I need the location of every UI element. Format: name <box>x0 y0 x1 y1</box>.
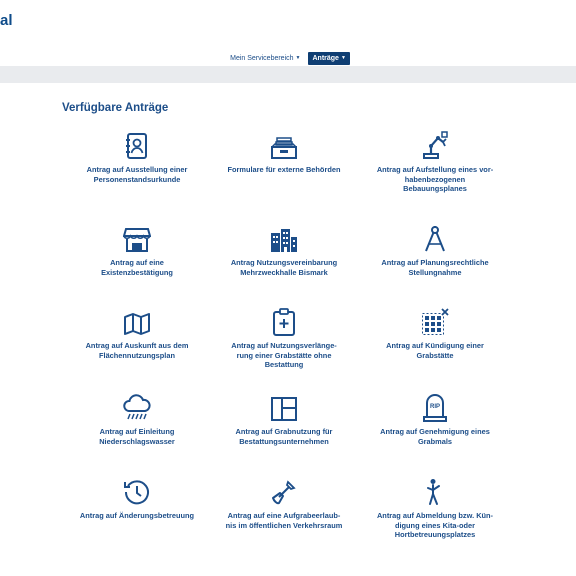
clock-rotate-icon <box>123 474 151 506</box>
nav-label: Mein Servicebereich <box>230 54 294 62</box>
application-label: Antrag auf Nutzungsverlänge- rung einer Grabstätte ohne Bestattung <box>231 341 337 370</box>
tombstone-rip-icon <box>422 390 448 422</box>
inbox-tray-icon <box>270 128 298 160</box>
application-label: Antrag Nutzungsvereinbarung Mehrzweckhalle Bismark <box>230 258 338 277</box>
application-tile[interactable] <box>360 304 510 360</box>
caret-down-icon: ▼ <box>295 54 301 61</box>
application-label: Antrag auf Auskunft aus dem Flächennutzungsplan <box>85 341 189 360</box>
storefront-icon <box>123 221 151 253</box>
application-tile[interactable] <box>209 221 359 277</box>
application-tile[interactable] <box>360 128 510 194</box>
top-navigation <box>0 50 576 66</box>
application-tile[interactable] <box>360 221 510 277</box>
person-exit-icon <box>424 474 446 506</box>
nav-antraege[interactable] <box>308 52 349 65</box>
section-title: Verfügbare Anträge <box>62 102 169 114</box>
application-tile[interactable] <box>62 304 212 360</box>
application-tile[interactable] <box>62 221 212 277</box>
nav-mein-servicebereich[interactable] <box>226 52 304 65</box>
application-label: Antrag auf Genehmigung eines Grabmals <box>380 427 490 446</box>
city-buildings-icon <box>270 221 298 253</box>
application-tile[interactable] <box>209 474 359 530</box>
application-label: Antrag auf Änderungsbetreuung <box>79 511 195 520</box>
folded-map-icon <box>123 304 151 336</box>
application-tile[interactable] <box>360 474 510 540</box>
layout-panels-icon <box>270 390 298 422</box>
application-label: Formulare für externe Behörden <box>227 165 341 174</box>
application-label: Antrag auf eine Aufgrabeerlaub- nis im öffentlichen Verkehrsraum <box>225 511 343 530</box>
clipboard-plus-icon <box>272 304 296 336</box>
application-tile[interactable] <box>62 564 212 576</box>
application-label: Antrag auf eine Existenzbestätigung <box>101 258 173 277</box>
application-tile[interactable] <box>209 128 359 175</box>
application-label: Antrag auf Grabnutzung für Bestattungsunternehmen <box>235 427 333 446</box>
application-tile[interactable] <box>360 390 510 446</box>
site-logo-text[interactable]: al <box>0 12 13 29</box>
application-label: Antrag auf Einleitung Niederschlagswasser <box>99 427 175 446</box>
application-tile[interactable] <box>209 304 359 370</box>
application-label: Antrag auf Aufstellung eines vor- habenbezogenen Bebauungsplanes <box>376 165 494 194</box>
cloud-icon <box>122 564 152 576</box>
application-label: Antrag auf Ausstellung einer Personenstandsurkunde <box>86 165 188 184</box>
shovel-icon <box>270 474 298 506</box>
application-tile[interactable] <box>62 474 212 521</box>
application-label: Antrag auf Kündigung einer Grabstätte <box>386 341 484 360</box>
application-tile[interactable] <box>209 564 359 576</box>
nav-label: Anträge <box>312 54 339 62</box>
drafting-compass-icon <box>423 221 447 253</box>
circle-badge-icon <box>270 564 298 576</box>
svg-text:RIP: RIP <box>429 404 441 410</box>
application-tile[interactable] <box>209 390 359 446</box>
application-tile[interactable] <box>360 564 510 576</box>
caret-down-icon: ▼ <box>340 54 346 61</box>
hook-icon <box>425 564 445 576</box>
cloud-rain-icon <box>122 390 152 422</box>
robot-arm-icon <box>420 128 450 160</box>
application-tile[interactable] <box>62 128 212 184</box>
grid-remove-icon <box>421 304 449 336</box>
application-label: Antrag auf Abmeldung bzw. Kün- digung eines Kita-oder Hortbetreuungsplatzes <box>376 511 494 540</box>
application-label: Antrag auf Planungsrechtliche Stellungnahme <box>381 258 489 277</box>
breadcrumb-bar <box>0 66 576 83</box>
application-tile[interactable] <box>62 390 212 446</box>
address-book-icon <box>124 128 150 160</box>
